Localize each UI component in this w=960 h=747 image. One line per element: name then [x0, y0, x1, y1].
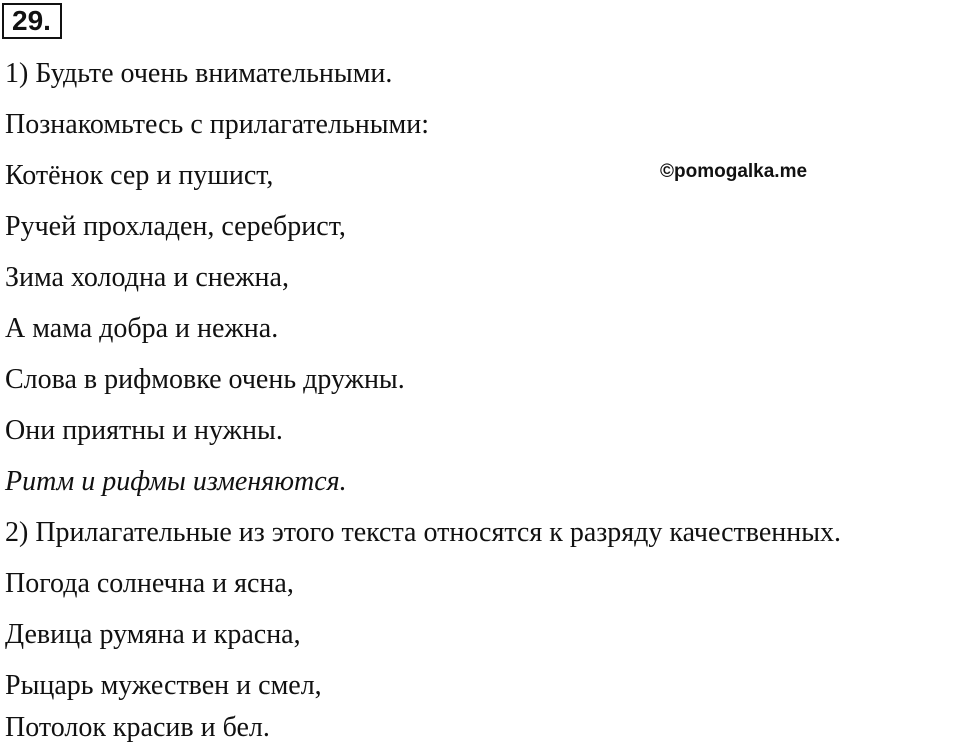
- text-line-5: Зима холодна и снежна,: [5, 262, 289, 293]
- text-line-3: Котёнок сер и пушист,: [5, 160, 274, 191]
- text-line-10: 2) Прилагательные из этого текста относятся к разряду качественных.: [5, 517, 842, 548]
- text-line-12: Девица румяна и красна,: [5, 619, 301, 650]
- text-line-13: Рыцарь мужествен и смел,: [5, 670, 322, 701]
- text-line-14: Потолок красив и бел.: [5, 712, 270, 743]
- text-line-9: Ритм и рифмы изменяются.: [5, 466, 347, 497]
- text-line-1: 1) Будьте очень внимательными.: [5, 58, 393, 89]
- text-line-4: Ручей прохладен, серебрист,: [5, 211, 346, 242]
- text-line-7: Слова в рифмовке очень дружны.: [5, 364, 405, 395]
- watermark: ©pomogalka.me: [660, 161, 808, 182]
- task-number: 29.: [2, 3, 62, 39]
- text-line-11: Погода солнечна и ясна,: [5, 568, 294, 599]
- text-line-2: Познакомьтесь с прилагательными:: [5, 109, 429, 140]
- text-line-6: А мама добра и нежна.: [5, 313, 279, 344]
- text-line-8: Они приятны и нужны.: [5, 415, 283, 446]
